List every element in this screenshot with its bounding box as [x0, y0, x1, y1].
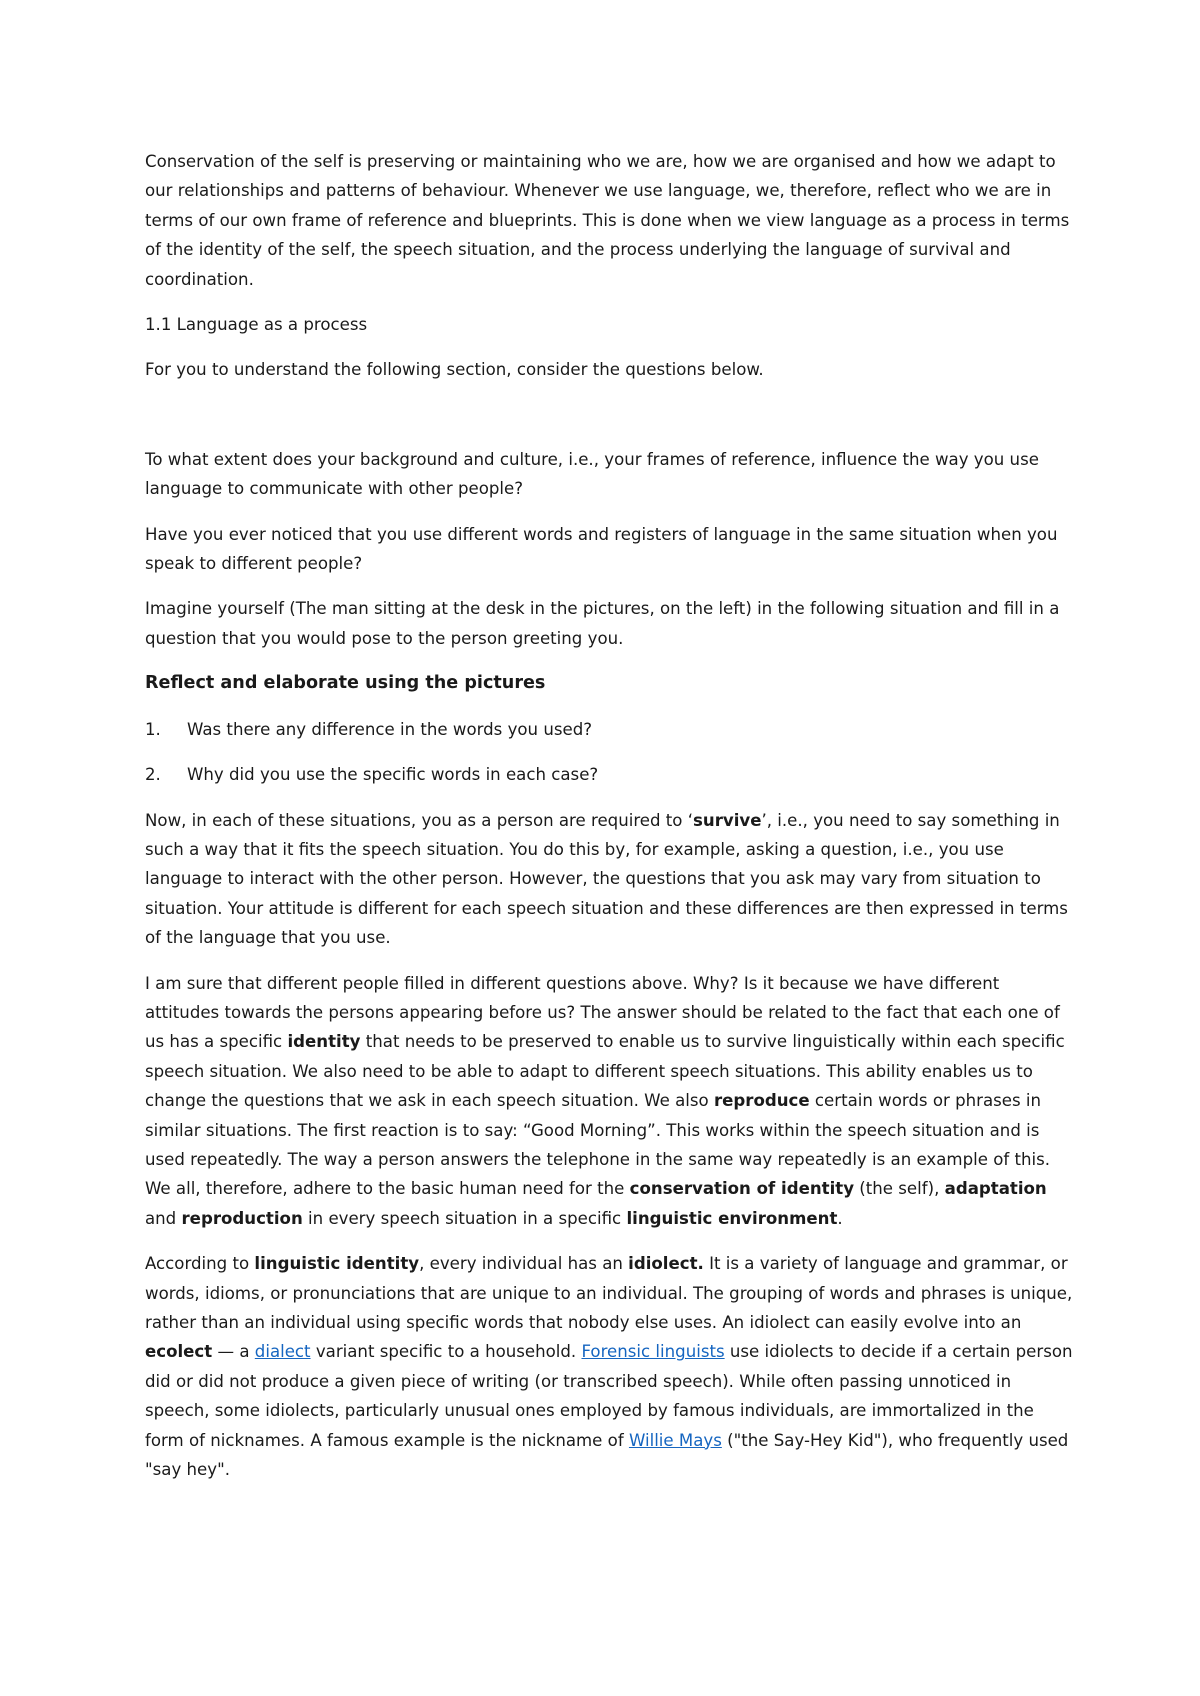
- reflect-list: [145, 715, 1075, 790]
- idiolect-paragraph: [145, 1249, 1075, 1484]
- dialect-link[interactable]: dialect: [254, 1342, 311, 1362]
- list-number: 2.: [145, 765, 161, 785]
- term-identity: identity: [287, 1032, 361, 1052]
- consider-paragraph: For you to understand the following section, consider the questions below.: [145, 360, 764, 380]
- spacer: [145, 401, 1075, 445]
- list-text: Was there any difference in the words you used?: [187, 719, 593, 739]
- term-ecolect: ecolect: [145, 1342, 213, 1362]
- text-run: .: [837, 1208, 843, 1228]
- question-noticed: Have you ever noticed that you use different words and registers of language in the same situation when you speak to different people?: [145, 524, 1058, 574]
- term-reproduction: reproduction: [181, 1208, 303, 1228]
- intro-paragraph: Conservation of the self is preserving or maintaining who we are, how we are organised and how we adapt to our relationships and patterns of behaviour. Whenever we use language, we, therefore, reflect who we are in terms of our own frame of reference and blueprints. This is done when we view language as a process in terms of the identity of the self, the speech situation, and the process underlying the language of survival and coordination.: [145, 152, 1070, 289]
- text-run: in every speech situation in a specific: [302, 1208, 627, 1228]
- list-number: 1.: [145, 719, 161, 739]
- section-title: 1.1 Language as a process: [145, 315, 368, 335]
- text-run: According to: [145, 1254, 255, 1274]
- text-run: ’, i.e., you need to say something in such a way that it fits the speech situation. You do this by, for example, asking a question, i.e., you use language to interact with the other person. However, the questions that you ask may vary from situation to situation. Your attitude is different for each speech situation and these differences are then expressed in terms of the language that you use.: [145, 810, 1068, 948]
- text-run: variant specific to a household.: [310, 1342, 582, 1362]
- text-run: certain words or phrases in similar situations. The first reaction is to say: “Good Morning”. This works within the speech situation and is used repeatedly. The way a person answers the telephone in the same way repeatedly is an example of this. We all, therefore, adhere to the basic human need for the: [145, 1091, 1051, 1199]
- forensic-linguists-link[interactable]: Forensic linguists: [581, 1342, 725, 1362]
- term-survive: survive: [693, 810, 762, 830]
- text-run: It is a variety of language and grammar, or words, idioms, or pronunciations that are unique to an individual. The grouping of words and phrases is unique, rather than an individual using specific words that nobody else uses. An idiolect can easily evolve into an: [145, 1254, 1073, 1332]
- text-run: that needs to be preserved to enable us to survive linguistically within each specific speech situation. We also need to be able to adapt to different speech situations. This ability enables us to change the questions that we ask in each speech situation. We also: [145, 1032, 1065, 1111]
- term-adaptation: adaptation: [944, 1179, 1047, 1199]
- term-reproduce: reproduce: [713, 1091, 810, 1111]
- list-item: [145, 760, 1075, 789]
- document-page: [145, 147, 1075, 1500]
- term-conservation-of-identity: conservation of identity: [629, 1179, 855, 1199]
- imagine-paragraph: Imagine yourself (The man sitting at the desk in the pictures, on the left) in the following situation and fill in a question that you would pose to the person greeting you.: [145, 599, 1060, 648]
- text-run: Now, in each of these situations, you as a person are required to ‘: [145, 810, 694, 830]
- willie-mays-link[interactable]: Willie Mays: [628, 1430, 722, 1450]
- term-idiolect: idiolect.: [628, 1254, 704, 1274]
- survive-paragraph: [145, 806, 1075, 953]
- text-run: (the self),: [854, 1179, 945, 1199]
- text-run: I am sure that different people filled in different questions above. Why? Is it because we have different attitudes towards the persons appearing before us? The answer should be related to the fact that each one of us has a specific: [145, 973, 1060, 1052]
- text-run: , every individual has an: [419, 1254, 629, 1274]
- term-linguistic-environment: linguistic environment: [626, 1208, 838, 1228]
- text-run: and: [145, 1208, 182, 1228]
- list-text: Why did you use the specific words in each case?: [187, 765, 599, 785]
- question-extent: To what extent does your background and culture, i.e., your frames of reference, influence the way you use language to communicate with other people?: [145, 449, 1039, 499]
- list-item: [145, 715, 1075, 744]
- term-linguistic-identity: linguistic identity: [254, 1254, 420, 1274]
- text-run: ("the Say-Hey Kid"), who frequently used "say hey".: [145, 1430, 1069, 1480]
- text-run: use idiolects to decide if a certain person did or did not produce a given piece of writing (or transcribed speech). While often passing unnoticed in speech, some idiolects, particularly unusual ones employed by famous individuals, are immortalized in the form of nicknames. A famous example is the nickname of: [145, 1342, 1073, 1450]
- text-run: — a: [212, 1342, 255, 1362]
- identity-paragraph: [145, 969, 1075, 1234]
- reflect-heading: Reflect and elaborate using the pictures: [145, 673, 546, 694]
